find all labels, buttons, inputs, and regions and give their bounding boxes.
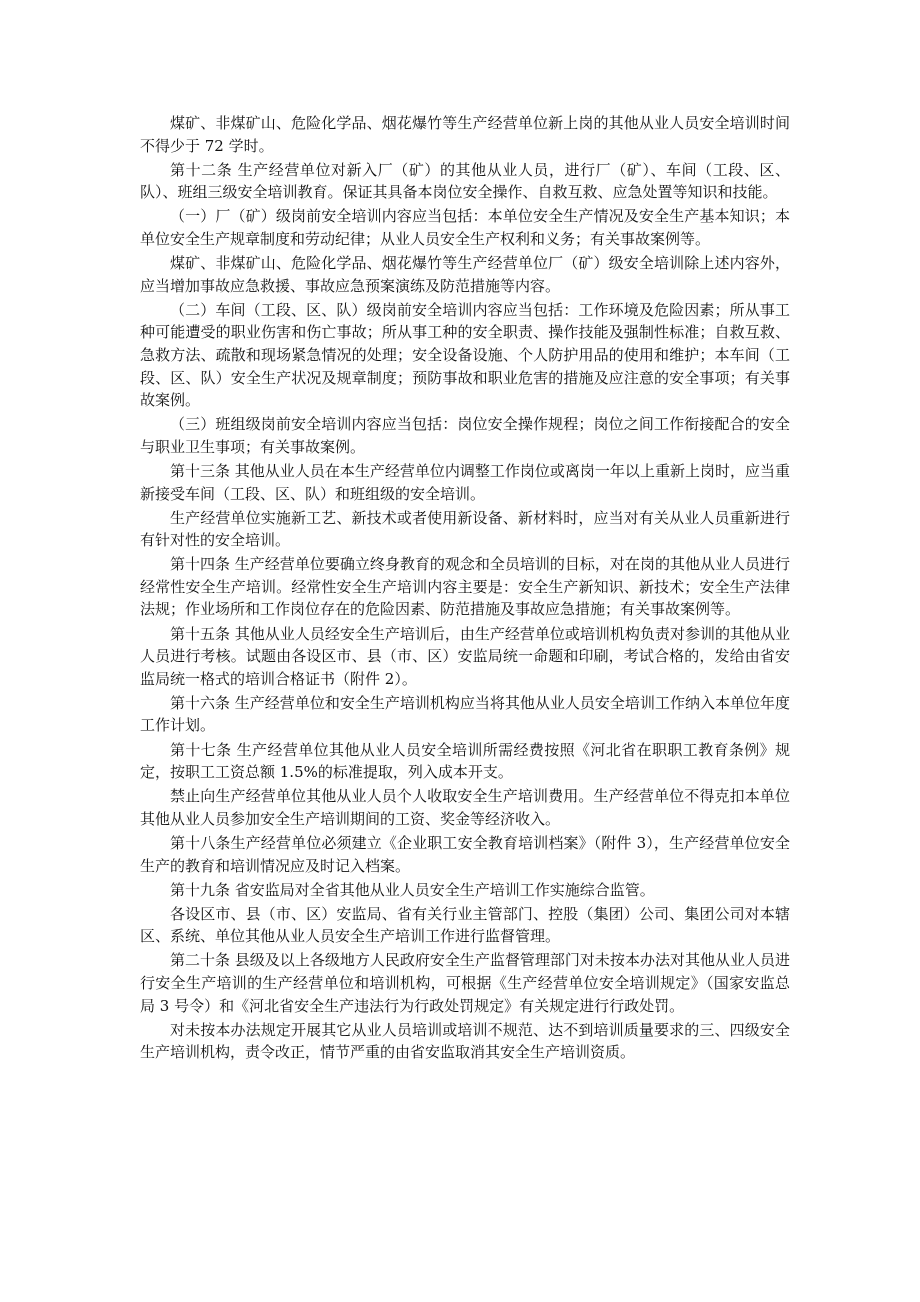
paragraph-article-20: 第二十条 县级及以上各级地方人民政府安全生产监督管理部门对未按本办法对其他从业人员进行安全生产培训的生产经营单位和培训机构，可根据《生产经营单位安全培训规定》（国家安监总局 3 号令）和《河北省安全生产违法行为行政处罚规定》有关规定进行行政处罚。 [140,951,790,1015]
paragraph-fee-prohibition: 禁止向生产经营单位其他从业人员个人收取安全生产培训费用。生产经营单位不得克扣本单位其他从业人员参加安全生产培训期间的工资、奖金等经济收入。 [140,787,790,828]
paragraph-article-18: 第十八条生产经营单位必须建立《企业职工安全教育培训档案》（附件 3），生产经营单位安全生产的教育和培训情况应及时记入档案。 [140,833,790,875]
paragraph-article-17: 第十七条 生产经营单位其他从业人员安全培训所需经费按照《河北省在职职工教育条例》规定，按职工工资总额 1.5%的标准提取，列入成本开支。 [140,740,790,782]
paragraph-supervision: 各设区市、县（市、区）安监局、省有关行业主管部门、控股（集团）公司、集团公司对本辖区、系统、单位其他从业人员安全生产培训工作进行监督管理。 [140,904,790,946]
paragraph-factory-level: （一）厂（矿）级岗前安全培训内容应当包括：本单位安全生产情况及安全生产基本知识；本单位安全生产规章制度和劳动纪律；从业人员安全生产权利和义务；有关事故案例等。 [140,207,790,248]
paragraph-article-19: 第十九条 省安监局对全省其他从业人员安全生产培训工作实施综合监管。 [170,880,655,899]
paragraph-workshop-level: （二）车间（工段、区、队）级岗前安全培训内容应当包括：工作环境及危险因素；所从事工种可能遭受的职业伤害和伤亡事故；所从事工种的安全职责、操作技能及强制性标准；自救互救、急救方法、疏散和现场紧急情况的处理；安全设备设施、个人防护用品的使用和维护；本车间（工段、区、队）安全生产状况及规章制度；预防事故和职业危害的措施及应注意的安全事项；有关事故案例。 [140,300,790,410]
paragraph-penalty: 对未按本办法规定开展其它从业人员培训或培训不规范、达不到培训质量要求的三、四级安全生产培训机构，责令改正，情节严重的由省安监取消其安全生产培训资质。 [140,1020,790,1062]
document-body [140,112,790,1065]
paragraph-article-13: 第十三条 其他从业人员在本生产经营单位内调整工作岗位或离岗一年以上重新上岗时，应当重新接受车间（工段、区、队）和班组级的安全培训。 [140,461,790,503]
paragraph-article-16: 第十六条 生产经营单位和安全生产培训机构应当将其他从业人员安全培训工作纳入本单位年度工作计划。 [140,693,790,735]
paragraph-factory-level-extra: 煤矿、非煤矿山、危险化学品、烟花爆竹等生产经营单位厂（矿）级安全培训除上述内容外，应当增加事故应急救援、事故应急预案演练及防范措施等内容。 [140,254,790,295]
paragraph-new-process: 生产经营单位实施新工艺、新技术或者使用新设备、新材料时，应当对有关从业人员重新进行有针对性的安全培训。 [140,508,790,550]
paragraph-article-12: 第十二条 生产经营单位对新入厂（矿）的其他从业人员，进行厂（矿）、车间（工段、区、队）、班组三级安全培训教育。保证其具备本岗位安全操作、自救互救、应急处置等知识和技能。 [140,160,790,202]
paragraph-article-14: 第十四条 生产经营单位要确立终身教育的观念和全员培训的目标，对在岗的其他从业人员进行经常性安全生产培训。经常性安全生产培训内容主要是：安全生产新知识、新技术；安全生产法律法规；作业场所和工作岗位存在的危险因素、防范措施及事故应急措施；有关事故案例等。 [140,555,790,619]
paragraph-team-level: （三）班组级岗前安全培训内容应当包括：岗位安全操作规程；岗位之间工作衔接配合的安全与职业卫生事项；有关事故案例。 [140,415,790,456]
paragraph-training-hours: 煤矿、非煤矿山、危险化学品、烟花爆竹等生产经营单位新上岗的其他从业人员安全培训时间不得少于 72 学时。 [140,114,790,155]
paragraph-article-15: 第十五条 其他从业人员经安全生产培训后，由生产经营单位或培训机构负责对参训的其他从业人员进行考核。试题由各设区市、县（市、区）安监局统一命题和印刷，考试合格的，发给由省安监局统一格式的培训合格证书（附件 2）。 [140,624,790,688]
